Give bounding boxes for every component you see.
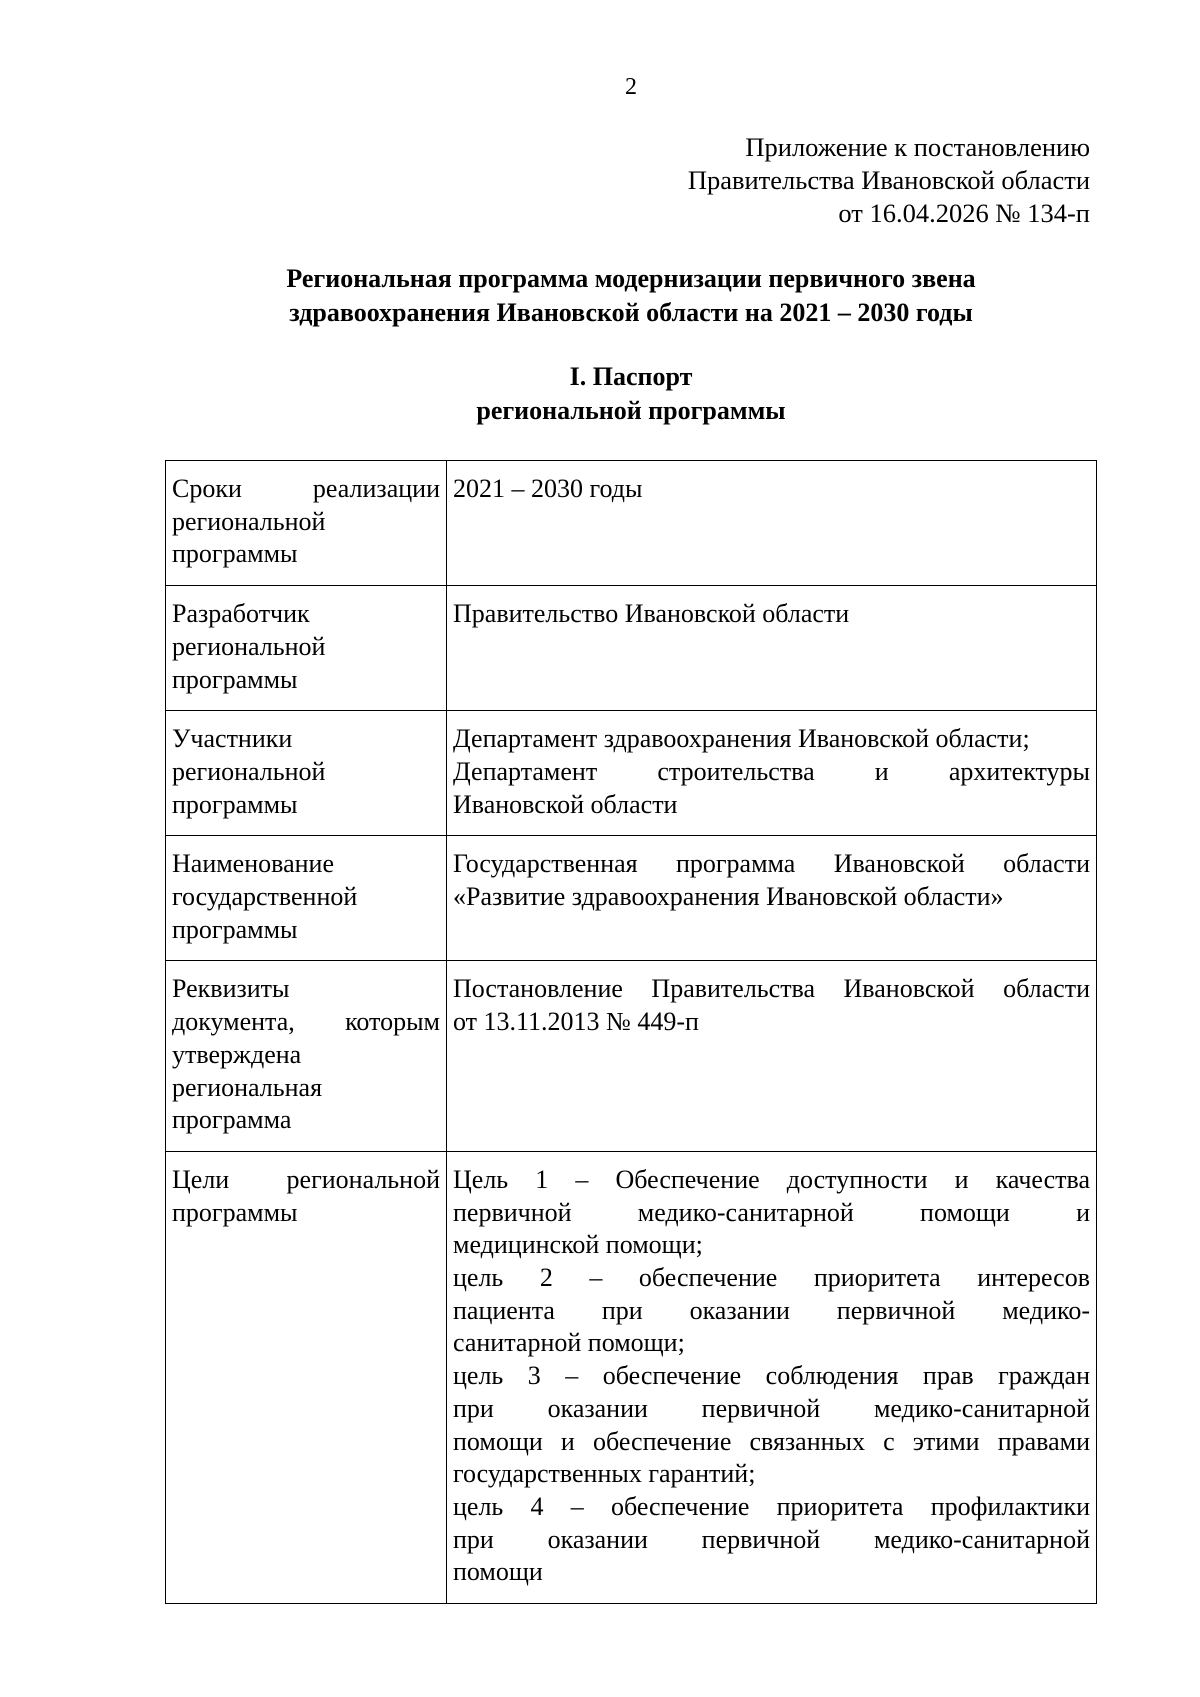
page-number: 2 — [625, 74, 637, 100]
passport-value-line: Правительство Ивановской области — [453, 599, 850, 629]
appendix-line: Правительства Ивановской области — [687, 165, 1090, 195]
passport-label-line: региональная — [172, 1072, 323, 1102]
passport-value-line: Департамент строительства и архитектуры — [453, 756, 1090, 786]
appendix-header — [688, 131, 1090, 230]
passport-label-line: утверждена — [172, 1039, 302, 1069]
passport-value-line: цель 2 – обеспечение приоритета интересов — [453, 1263, 1090, 1293]
passport-value-line: государственных гарантий; — [453, 1459, 756, 1489]
passport-label-line: Цели региональной — [172, 1164, 440, 1194]
passport-value-line: помощи — [453, 1557, 543, 1587]
section-heading-line: региональной программы — [476, 396, 786, 425]
passport-label-line: Реквизиты — [172, 974, 290, 1004]
passport-value-cell — [447, 711, 1097, 836]
passport-value-cell — [447, 1151, 1097, 1603]
document-title-line: здравоохранения Ивановской области на 2021 – 2030 годы — [289, 298, 973, 327]
passport-label-cell — [166, 961, 447, 1152]
passport-label-line: программы — [172, 539, 298, 569]
passport-label-line: программы — [172, 664, 298, 694]
passport-label-line: программы — [172, 1197, 298, 1227]
passport-value-line: при оказании первичной медико-санитарной — [453, 1393, 1090, 1423]
passport-value-cell — [447, 586, 1097, 711]
passport-row — [166, 586, 1097, 711]
passport-row — [166, 961, 1097, 1152]
passport-table — [165, 460, 1097, 1604]
passport-label-line: программа — [172, 1105, 292, 1135]
passport-label-line: Наименование — [172, 849, 334, 879]
passport-row — [166, 711, 1097, 836]
passport-value-line: цель 4 – обеспечение приоритета профилактики — [453, 1491, 1090, 1521]
passport-label-cell — [166, 711, 447, 836]
passport-row — [166, 461, 1097, 586]
passport-label-line: Разработчик — [172, 599, 310, 629]
passport-label-line: программы — [172, 914, 298, 944]
passport-label-cell — [166, 836, 447, 961]
document-title — [150, 262, 1112, 330]
appendix-line: от 16.04.2026 № 134-п — [838, 198, 1090, 228]
passport-label-line: программы — [172, 789, 298, 819]
passport-value-line: Государственная программа Ивановской области — [453, 849, 1090, 879]
passport-value-line: цель 3 – обеспечение соблюдения прав граждан — [453, 1361, 1090, 1391]
passport-label-cell — [166, 1151, 447, 1603]
passport-label-line: региональной — [172, 506, 326, 536]
passport-value-line: при оказании первичной медико-санитарной — [453, 1524, 1090, 1554]
passport-value-line: Ивановской области — [453, 789, 678, 819]
section-heading — [150, 360, 1112, 428]
passport-value-cell — [447, 461, 1097, 586]
appendix-line: Приложение к постановлению — [745, 132, 1090, 162]
passport-value-line: Департамент здравоохранения Ивановской области; — [453, 724, 1030, 754]
passport-value-line: от 13.11.2013 № 449-п — [453, 1007, 699, 1037]
passport-value-line: медицинской помощи; — [453, 1230, 703, 1260]
passport-label-line: государственной — [172, 882, 358, 912]
passport-label-line: региональной — [172, 756, 326, 786]
passport-value-cell — [447, 836, 1097, 961]
passport-value-line: первичной медико-санитарной помощи и — [453, 1197, 1090, 1227]
passport-value-line: Постановление Правительства Ивановской области — [453, 974, 1090, 1004]
passport-value-line: санитарной помощи; — [453, 1328, 685, 1358]
passport-value-line: помощи и обеспечение связанных с этими правами — [453, 1426, 1090, 1456]
passport-label-line: Сроки реализации — [172, 474, 440, 503]
passport-label-line: документа, которым — [172, 1007, 440, 1037]
passport-row — [166, 1151, 1097, 1603]
document-title-line: Региональная программа модернизации первичного звена — [286, 264, 976, 293]
passport-value-line: пациента при оказании первичной медико- — [453, 1295, 1090, 1325]
passport-label-cell — [166, 461, 447, 586]
passport-value-line: «Развитие здравоохранения Ивановской области» — [453, 882, 1004, 912]
passport-label-line: региональной — [172, 631, 326, 661]
passport-table-body — [166, 461, 1097, 1604]
passport-value-line: Цель 1 – Обеспечение доступности и качества — [453, 1164, 1090, 1194]
passport-value-cell — [447, 961, 1097, 1152]
section-heading-line: I. Паспорт — [569, 362, 693, 391]
passport-value-line: 2021 – 2030 годы — [453, 474, 643, 503]
passport-label-cell — [166, 586, 447, 711]
passport-label-line: Участники — [172, 724, 293, 754]
passport-row — [166, 836, 1097, 961]
